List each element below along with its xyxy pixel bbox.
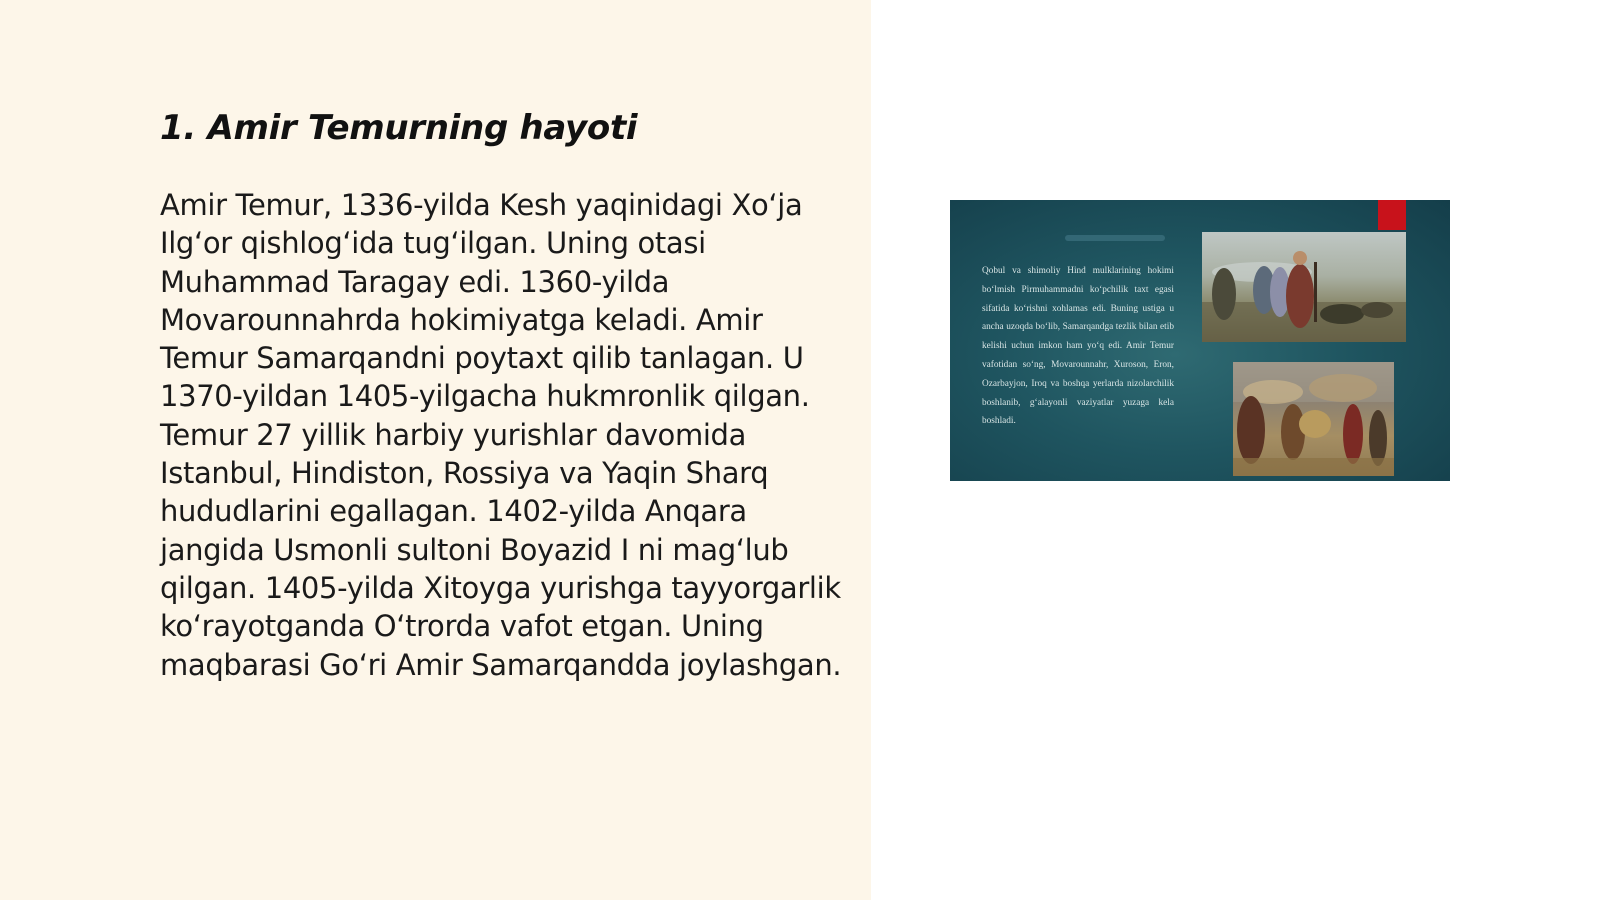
embedded-slide-text: Qobul va shimoliy Hind mulklarining hokimi bo‘lmish Pirmuhammadni ko‘pchilik taxt egasi sifatida ko‘rishni xohlamas edi. Buning ustiga u ancha uzoqda bo‘lib, Samarqandga tezlik bilan etib kelishi uchun imkon ham yo‘q edi. Amir Temur vafotidan so‘ng, Movarounnahr, Xuroson, Eron, Ozarbayjon, Iroq va boshqa yerlarda nizolarchilik boshlanib, g‘alayonli vaziyatlar yuzaga kela boshladi. [982, 266, 1174, 427]
red-accent-block [1378, 200, 1406, 230]
painting-image-bottom [1233, 362, 1394, 476]
slide-title: 1. Amir Temurning hayoti [160, 108, 638, 148]
embedded-slide-heading [1035, 228, 1195, 248]
painting-illustration [1233, 362, 1394, 476]
blurred-heading-graphic [1035, 228, 1195, 248]
embedded-slide-image [950, 200, 1450, 481]
painting-illustration [1202, 232, 1406, 342]
painting-image-top [1202, 232, 1406, 342]
slide-body-text: Amir Temur, 1336-yilda Kesh yaqinidagi Xo‘ja Ilg‘or qishlog‘ida tug‘ilgan. Uning otasi Muhammad Taragay edi. 1360-yilda Movarounnahrda hokimiyatga keladi. Amir Temur Samarqandni poytaxt qilib tanlagan. U 1370-yildan 1405-yilgacha hukmronlik qilgan. Temur 27 yillik harbiy yurishlar davomida Istanbul, Hindiston, Rossiya va Yaqin Sharq hududlarini egallagan. 1402-yilda Anqara jangida Usmonli sultoni Boyazid I ni mag‘lub qilgan. 1405-yilda Xitoyga yurishga tayyorgarlik ko‘rayotganda O‘trorda vafot etgan. Uning maqbarasi Go‘ri Amir Samarqandda joylashgan. [160, 188, 842, 682]
